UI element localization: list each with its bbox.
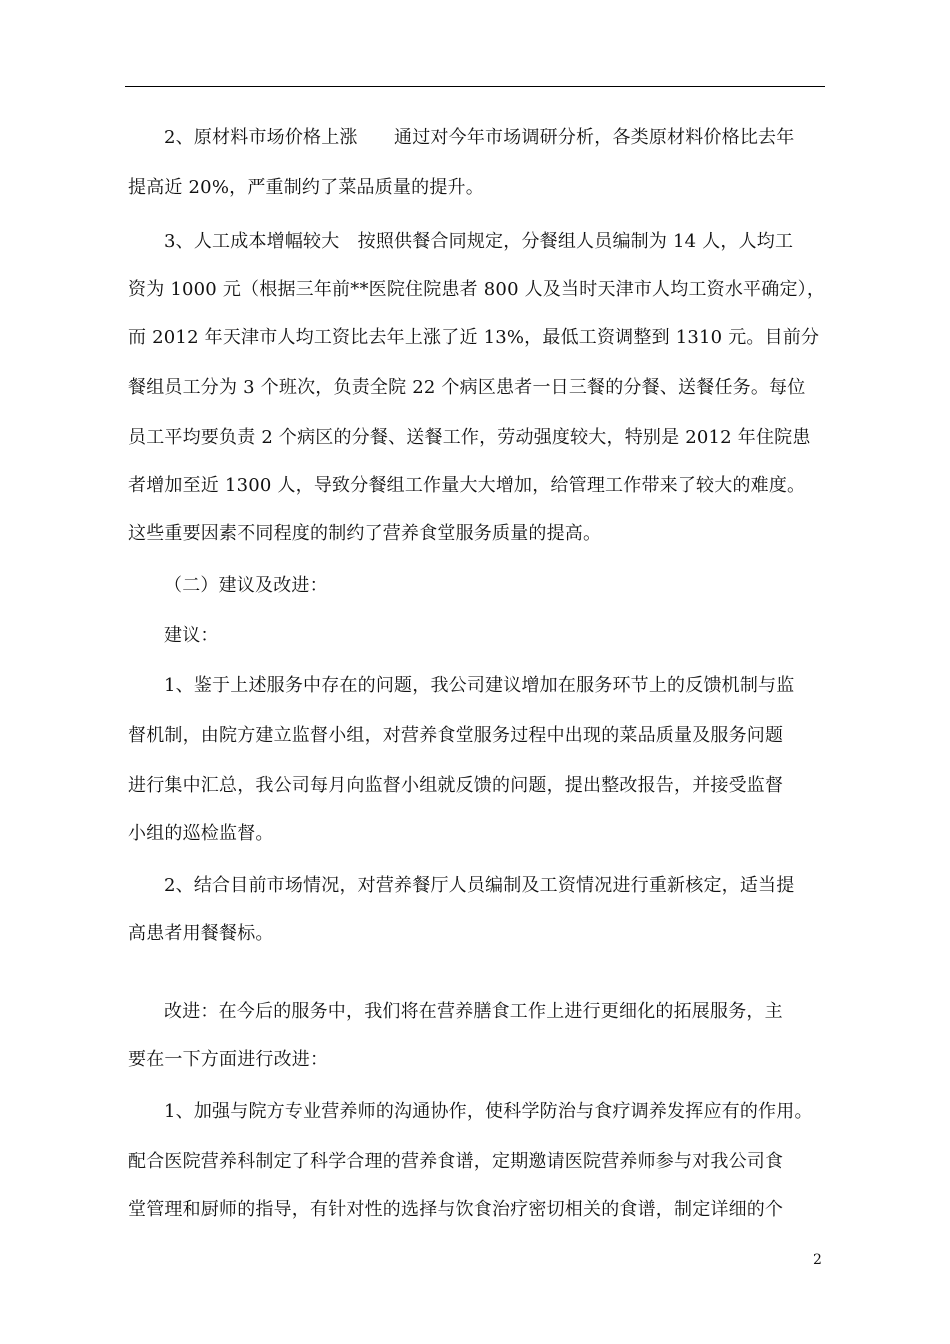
paragraph-line: 者增加至近 1300 人，导致分餐组工作量大大增加，给管理工作带来了较大的难度。 [128,475,806,496]
paragraph-line: 进行集中汇总，我公司每月向监督小组就反馈的问题，提出整改报告，并接受监督 [128,775,784,796]
paragraph-line: 3、人工成本增幅较大 按照供餐合同规定，分餐组人员编制为 14 人，人均工 [164,231,794,252]
paragraph-line: 高患者用餐餐标。 [128,923,274,944]
paragraph-line: 2、结合目前市场情况，对营养餐厅人员编制及工资情况进行重新核定，适当提 [164,875,795,896]
paragraph-line: 小组的巡检监督。 [128,823,274,844]
section-heading: （二）建议及改进： [164,575,328,596]
page-number: 2 [813,1252,822,1268]
paragraph-line: 提高近 20%，严重制约了菜品质量的提升。 [128,177,484,198]
paragraph-line: 1、加强与院方专业营养师的沟通协作，使科学防治与食疗调养发挥应有的作用。 [164,1101,813,1122]
paragraph-line: 1、鉴于上述服务中存在的问题，我公司建议增加在服务环节上的反馈机制与监 [164,675,795,696]
paragraph-line: 资为 1000 元（根据三年前**医院住院患者 800 人及当时天津市人均工资水平确定）， [128,279,826,300]
paragraph-line: 改进：在今后的服务中，我们将在营养膳食工作上进行更细化的拓展服务，主 [164,1001,783,1022]
paragraph-line: 堂管理和厨师的指导，有针对性的选择与饮食治疗密切相关的食谱，制定详细的个 [128,1199,784,1220]
paragraph-line: 餐组员工分为 3 个班次，负责全院 22 个病区患者一日三餐的分餐、送餐任务。每位 [128,377,806,398]
subsection-label: 建议： [164,625,219,646]
header-rule [125,86,825,87]
paragraph-line: 配合医院营养科制定了科学合理的营养食谱，定期邀请医院营养师参与对我公司食 [128,1151,784,1172]
paragraph-line: 这些重要因素不同程度的制约了营养食堂服务质量的提高。 [128,523,602,544]
paragraph-line: 而 2012 年天津市人均工资比去年上涨了近 13%，最低工资调整到 1310 元。目前分 [128,327,820,348]
paragraph-line: 督机制，由院方建立监督小组，对营养食堂服务过程中出现的菜品质量及服务问题 [128,725,784,746]
paragraph-line: 2、原材料市场价格上涨 通过对今年市场调研分析，各类原材料价格比去年 [164,127,795,148]
paragraph-line: 员工平均要负责 2 个病区的分餐、送餐工作，劳动强度较大，特别是 2012 年住院患 [128,427,811,448]
paragraph-line: 要在一下方面进行改进： [128,1049,329,1070]
